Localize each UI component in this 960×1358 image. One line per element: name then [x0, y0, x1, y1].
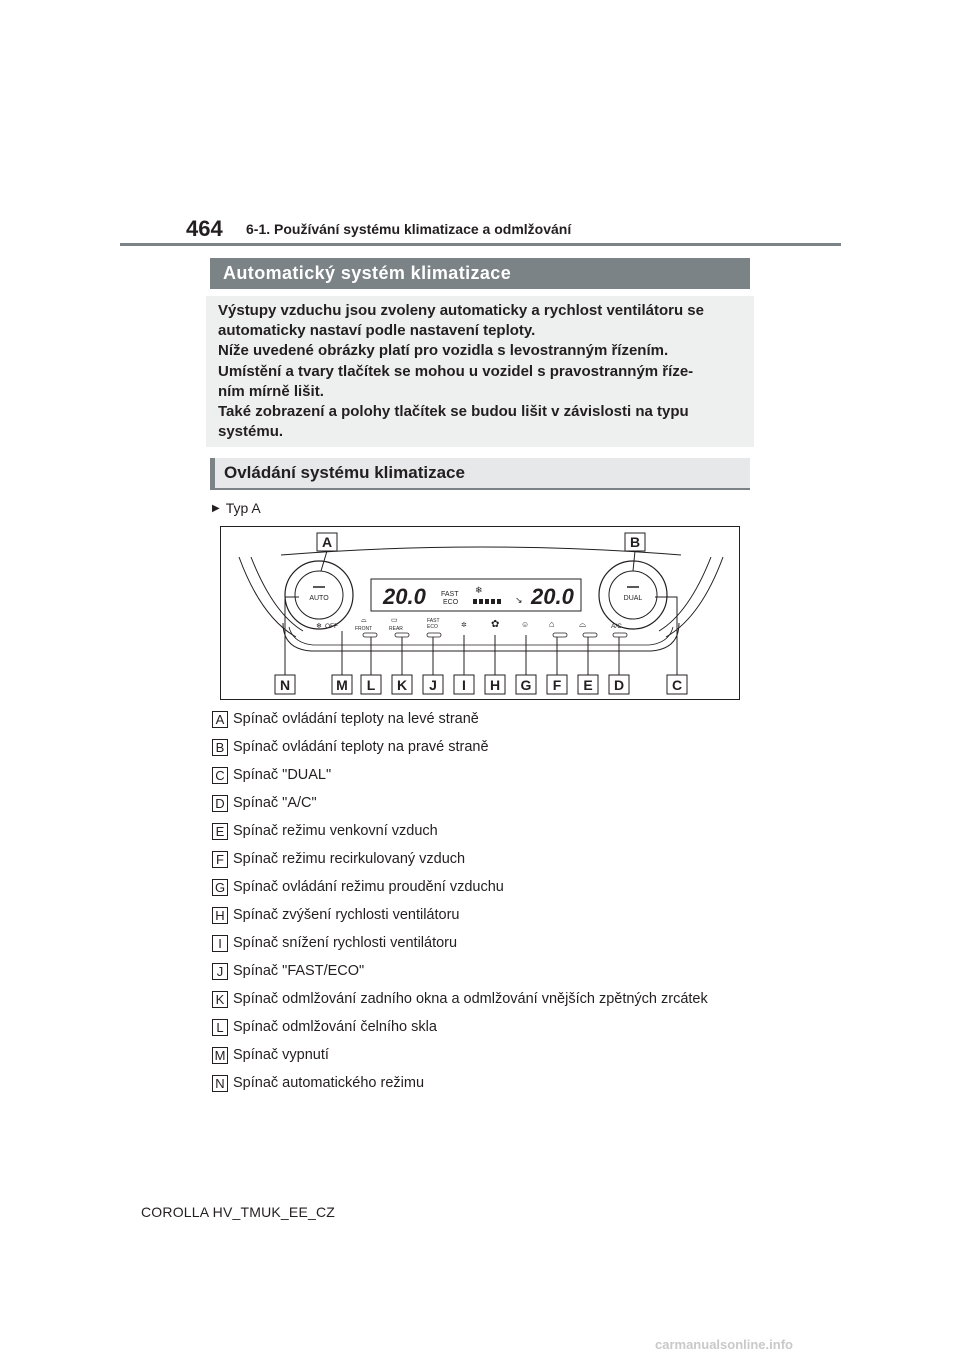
- callout-d: [609, 675, 629, 694]
- intro-line: Také zobrazení a polohy tlačítek se budou lišit v závislosti na typu: [218, 403, 689, 421]
- rear-button-label: REAR: [389, 626, 403, 632]
- legend-text: Spínač odmlžování zadního okna a odmlžování vnějších zpětných zrcátek: [233, 991, 708, 1007]
- legend-text: Spínač vypnutí: [233, 1047, 329, 1063]
- legend-text: Spínač "FAST/ECO": [233, 963, 365, 979]
- legend-letter: D: [212, 795, 228, 812]
- display-fast-text: FAST: [441, 591, 459, 598]
- legend-item-a: [212, 709, 479, 729]
- ac-button-label: A/C: [611, 623, 622, 630]
- type-line: [212, 500, 261, 516]
- svg-text:H: H: [489, 677, 501, 693]
- svg-text:A: A: [321, 534, 333, 550]
- legend-item-e: [212, 821, 438, 841]
- callout-h: [485, 675, 505, 694]
- svg-text:K: K: [396, 677, 408, 693]
- legend-letter: L: [212, 1019, 228, 1036]
- fresh-air-icon: ⌓: [579, 619, 587, 629]
- legend-item-c: [212, 765, 331, 785]
- legend-letter: E: [212, 823, 228, 840]
- legend-text: Spínač ovládání režimu proudění vzduchu: [233, 879, 504, 895]
- recirculation-icon: ⌂: [549, 619, 555, 629]
- intro-line: automaticky nastaví podle nastavení teploty.: [218, 322, 536, 340]
- legend-letter: F: [212, 851, 228, 868]
- callout-n: [275, 675, 295, 694]
- legend-item-j: [212, 961, 364, 981]
- callout-g: [516, 675, 536, 694]
- climate-panel-diagram: [220, 526, 740, 700]
- svg-text:B: B: [629, 534, 641, 550]
- subsection-title: Ovládání systému klimatizace: [224, 463, 465, 482]
- legend-letter: G: [212, 879, 228, 896]
- svg-text:N: N: [279, 677, 291, 693]
- display-temp-left: 20.0: [383, 584, 426, 609]
- legend-item-k: [212, 989, 708, 1009]
- intro-text: [218, 301, 748, 442]
- intro-line: Níže uvedené obrázky platí pro vozidla s levostranným řízením.: [218, 342, 669, 360]
- legend-item-l: [212, 1017, 437, 1037]
- off-fan-icon: ❄: [316, 623, 322, 630]
- legend-letter: K: [212, 991, 228, 1008]
- intro-line: systému.: [218, 423, 284, 441]
- legend-text: Spínač "A/C": [233, 795, 317, 811]
- legend-item-m: [212, 1045, 329, 1065]
- callout-l: [361, 675, 381, 694]
- legend-text: Spínač odmlžování čelního skla: [233, 1019, 437, 1035]
- legend-item-n: [212, 1073, 424, 1093]
- intro-box: [206, 296, 754, 447]
- type-label: Typ A: [225, 500, 261, 516]
- callout-e: [578, 675, 598, 694]
- legend-text: Spínač zvýšení rychlosti ventilátoru: [233, 907, 460, 923]
- callout-i: [454, 675, 474, 694]
- triangle-bullet-icon: ▶: [212, 502, 220, 514]
- legend-letter: B: [212, 739, 228, 756]
- dual-knob-label: DUAL: [623, 595, 643, 602]
- legend-letter: J: [212, 963, 228, 980]
- off-button-label: OFF: [325, 623, 338, 630]
- svg-text:G: G: [520, 677, 532, 693]
- legend-item-f: [212, 849, 465, 869]
- legend-text: Spínač snížení rychlosti ventilátoru: [233, 935, 458, 951]
- svg-text:M: M: [336, 677, 348, 693]
- legend-letter: C: [212, 767, 228, 784]
- page-number: 464: [186, 216, 223, 241]
- dash-top-curve: [281, 547, 681, 555]
- display-temp-right: 20.0: [531, 584, 574, 609]
- running-header: 6-1. Používání systému klimatizace a odmlžování: [246, 221, 572, 237]
- footer-model-code: COROLLA HV_TMUK_EE_CZ: [141, 1204, 336, 1220]
- svg-text:L: L: [366, 677, 376, 693]
- watermark: carmanualsonline.info: [655, 1337, 793, 1352]
- legend-letter: A: [212, 711, 228, 728]
- legend-item-b: [212, 737, 489, 757]
- legend-text: Spínač režimu venkovní vzduch: [233, 823, 438, 839]
- legend-item-h: [212, 905, 459, 925]
- section-title: Automatický systém klimatizace: [223, 263, 512, 283]
- legend-letter: H: [212, 907, 228, 924]
- callout-m: [332, 675, 352, 694]
- svg-text:D: D: [613, 677, 625, 693]
- intro-line: Umístění a tvary tlačítek se mohou u vozidel s pravostranným říze-: [218, 362, 694, 380]
- legend-text: Spínač režimu recirkulovaný vzduch: [233, 851, 466, 867]
- display-fan-icon: ❄: [475, 585, 483, 595]
- intro-line: Výstupy vzduchu jsou zvoleny automaticky a rychlost ventilátoru se: [218, 302, 704, 319]
- auto-knob-label: AUTO: [309, 595, 329, 602]
- display-eco-text: ECO: [443, 599, 459, 606]
- svg-text:F: F: [552, 677, 562, 693]
- legend-item-g: [212, 877, 504, 897]
- section-title-bar: [210, 258, 750, 289]
- svg-text:C: C: [671, 677, 683, 693]
- legend-item-i: [212, 933, 457, 953]
- climate-panel-illustration: [221, 527, 741, 701]
- legend-text: Spínač ovládání teploty na levé straně: [233, 711, 479, 727]
- legend-letter: I: [212, 935, 228, 952]
- legend-text: Spínač automatického režimu: [233, 1075, 425, 1091]
- callout-c: [667, 675, 687, 694]
- legend-letter: N: [212, 1075, 228, 1092]
- callout-j: [423, 675, 443, 694]
- intro-line: ním mírně lišit.: [218, 382, 324, 400]
- fast-button-label: FAST: [427, 618, 440, 624]
- front-defog-icon: ⌓: [361, 617, 367, 624]
- airflow-mode-icon: ☺: [521, 620, 530, 629]
- svg-text:J: J: [429, 677, 437, 693]
- rear-defog-icon: ▭: [391, 617, 398, 624]
- svg-text:I: I: [462, 677, 466, 693]
- header-rule: [120, 243, 841, 246]
- display-airflow-icon: ↘: [515, 595, 523, 605]
- fan-up-icon: ✿: [491, 619, 500, 630]
- legend-item-d: [212, 793, 317, 813]
- legend-text: Spínač ovládání teploty na pravé straně: [233, 739, 489, 755]
- legend-text: Spínač "DUAL": [233, 767, 332, 783]
- callout-f: [547, 675, 567, 694]
- eco-button-label: ECO: [427, 624, 438, 630]
- callout-k: [392, 675, 412, 694]
- svg-text:E: E: [583, 677, 593, 693]
- fan-down-icon: ✲: [461, 622, 467, 629]
- subsection-title-bar: [210, 458, 750, 490]
- legend-letter: M: [212, 1047, 228, 1064]
- front-button-label: FRONT: [355, 626, 373, 632]
